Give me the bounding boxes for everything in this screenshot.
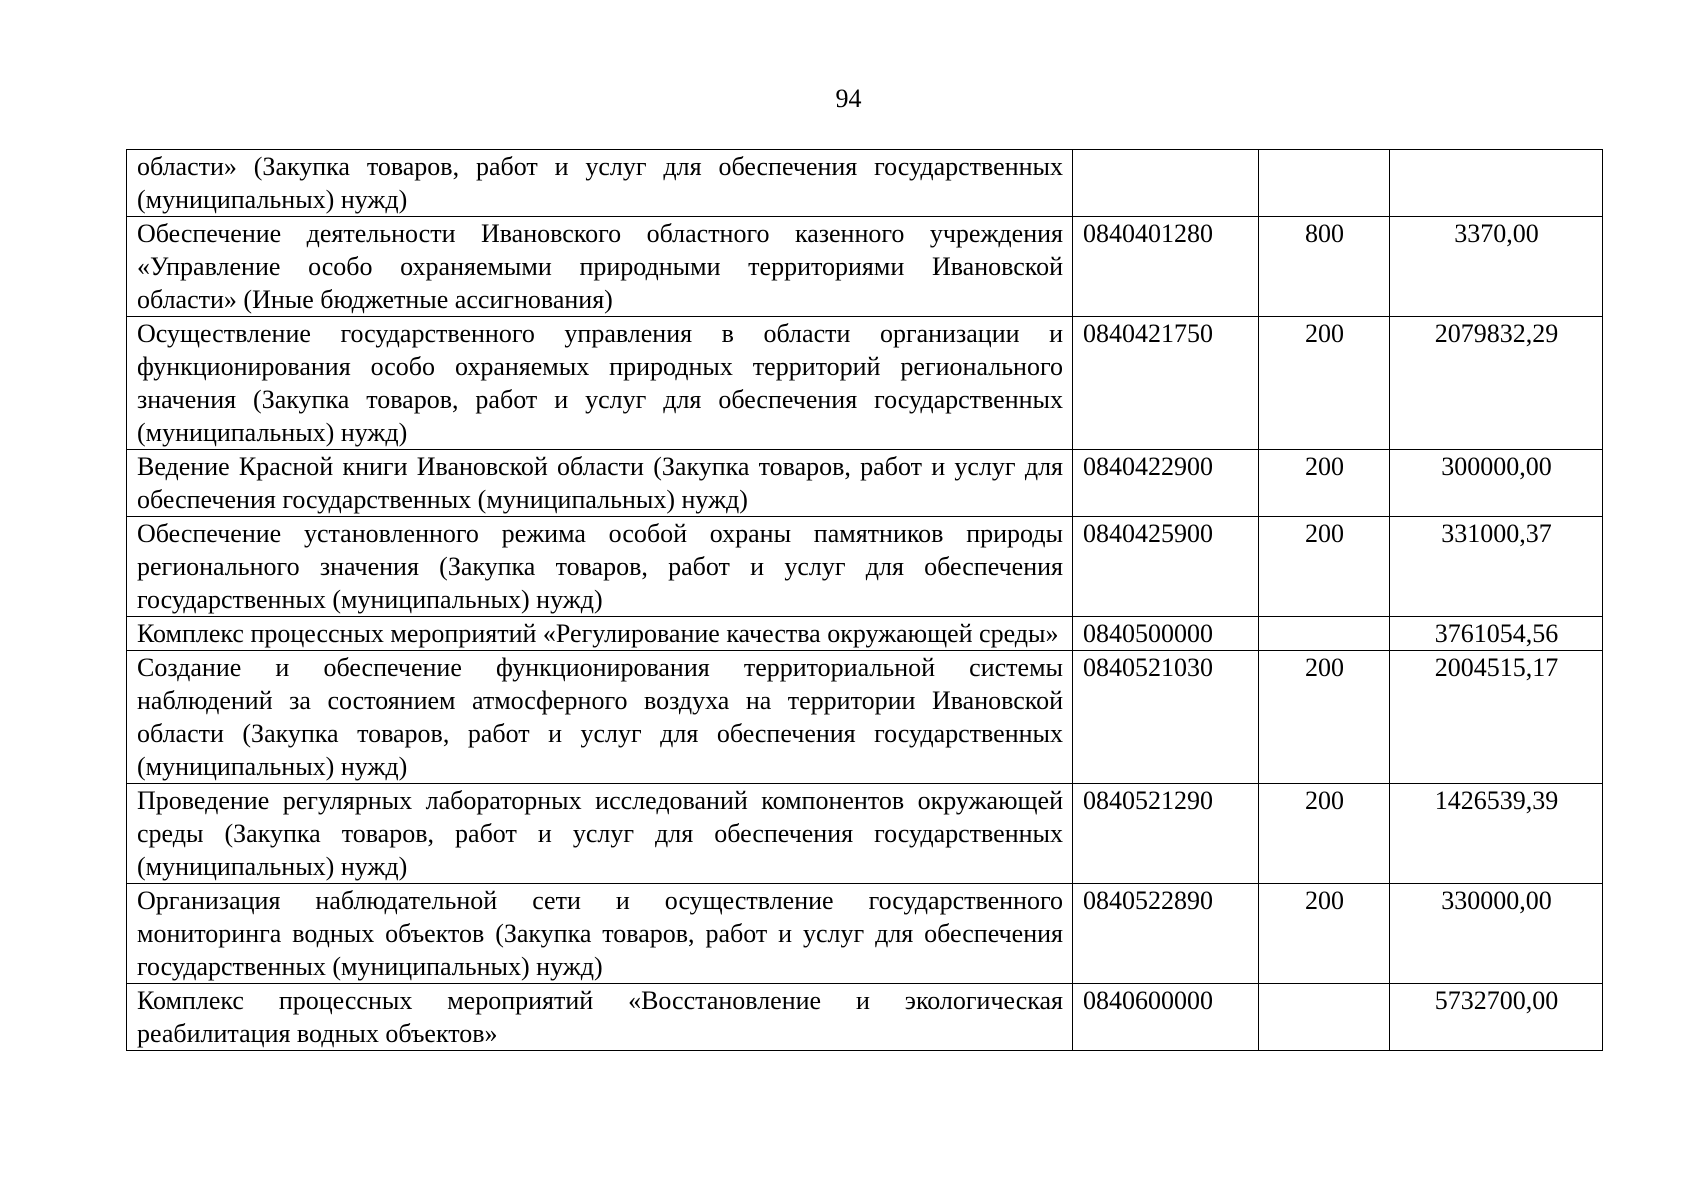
budget-table-body [127, 150, 1603, 1051]
row-amount: 300000,00 [1390, 450, 1603, 517]
row-target-code [1073, 150, 1259, 217]
row-amount: 330000,00 [1390, 884, 1603, 984]
row-name: Ведение Красной книги Ивановской области (Закупка товаров, работ и услуг для обеспечения государственных (муниципальных) нужд) [127, 450, 1073, 517]
table-row [127, 450, 1603, 517]
row-name: Создание и обеспечение функционирования территориальной системы наблюдений за состоянием атмосферного воздуха на территории Ивановской области (Закупка товаров, работ и услуг для обеспечения государственных (муниципальных) нужд) [127, 651, 1073, 784]
table-row [127, 317, 1603, 450]
row-expense-type: 200 [1259, 884, 1390, 984]
table-row [127, 784, 1603, 884]
table-row [127, 517, 1603, 617]
row-amount [1390, 150, 1603, 217]
row-target-code: 0840521290 [1073, 784, 1259, 884]
table-row [127, 884, 1603, 984]
row-expense-type: 200 [1259, 450, 1390, 517]
row-expense-type [1259, 984, 1390, 1051]
row-name: Комплекс процессных мероприятий «Восстановление и экологическая реабилитация водных объектов» [127, 984, 1073, 1051]
row-amount: 3761054,56 [1390, 617, 1603, 651]
table-row [127, 651, 1603, 784]
row-name: Организация наблюдательной сети и осуществление государственного мониторинга водных объектов (Закупка товаров, работ и услуг для обеспечения государственных (муниципальных) нужд) [127, 884, 1073, 984]
row-name: Осуществление государственного управления в области организации и функционирования особо охраняемых природных территорий регионального значения (Закупка товаров, работ и услуг для обеспечения государственных (муниципальных) нужд) [127, 317, 1073, 450]
table-row [127, 217, 1603, 317]
row-name: Обеспечение установленного режима особой охраны памятников природы регионального значения (Закупка товаров, работ и услуг для обеспечения государственных (муниципальных) нужд) [127, 517, 1073, 617]
row-amount: 2004515,17 [1390, 651, 1603, 784]
row-target-code: 0840600000 [1073, 984, 1259, 1051]
row-expense-type: 200 [1259, 317, 1390, 450]
row-expense-type: 800 [1259, 217, 1390, 317]
row-target-code: 0840422900 [1073, 450, 1259, 517]
row-target-code: 0840500000 [1073, 617, 1259, 651]
row-expense-type [1259, 617, 1390, 651]
table-row [127, 984, 1603, 1051]
row-expense-type [1259, 150, 1390, 217]
row-target-code: 0840425900 [1073, 517, 1259, 617]
page-number: 94 [835, 84, 862, 113]
row-name: Проведение регулярных лабораторных исследований компонентов окружающей среды (Закупка товаров, работ и услуг для обеспечения государственных (муниципальных) нужд) [127, 784, 1073, 884]
row-name: Комплекс процессных мероприятий «Регулирование качества окружающей среды» [127, 617, 1073, 651]
row-expense-type: 200 [1259, 784, 1390, 884]
row-target-code: 0840421750 [1073, 317, 1259, 450]
row-target-code: 0840522890 [1073, 884, 1259, 984]
row-amount: 3370,00 [1390, 217, 1603, 317]
row-expense-type: 200 [1259, 517, 1390, 617]
row-name: Обеспечение деятельности Ивановского областного казенного учреждения «Управление особо охраняемыми природными территориями Ивановской области» (Иные бюджетные ассигнования) [127, 217, 1073, 317]
row-amount: 5732700,00 [1390, 984, 1603, 1051]
table-row [127, 617, 1603, 651]
row-expense-type: 200 [1259, 651, 1390, 784]
row-amount: 1426539,39 [1390, 784, 1603, 884]
row-amount: 2079832,29 [1390, 317, 1603, 450]
table-row [127, 150, 1603, 217]
row-target-code: 0840521030 [1073, 651, 1259, 784]
row-amount: 331000,37 [1390, 517, 1603, 617]
row-name: области» (Закупка товаров, работ и услуг для обеспечения государственных (муниципальных) нужд) [127, 150, 1073, 217]
row-target-code: 0840401280 [1073, 217, 1259, 317]
budget-table [126, 149, 1603, 1051]
